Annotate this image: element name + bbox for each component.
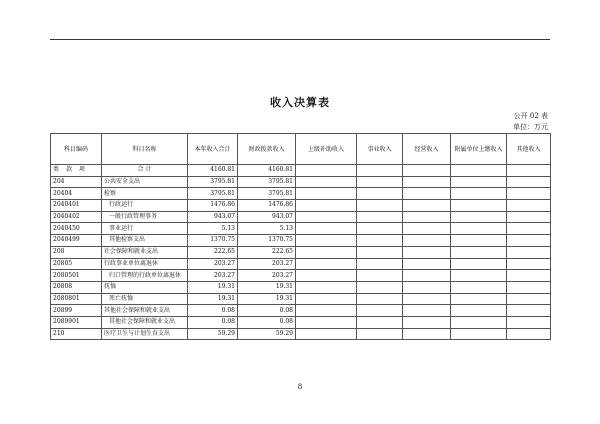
code-cell: 210 <box>51 328 102 340</box>
empty-cell <box>296 270 357 282</box>
empty-cell <box>403 293 451 305</box>
name-cell: 事业运行 <box>102 223 188 235</box>
code-cell: 2040401 <box>51 200 102 212</box>
empty-cell <box>403 281 451 293</box>
empty-cell <box>451 316 507 328</box>
empty-cell <box>296 235 357 247</box>
fiscal-income-cell: 19.31 <box>238 281 296 293</box>
total-income-cell: 203.27 <box>188 258 238 270</box>
fiscal-income-cell: 59.29 <box>238 328 296 340</box>
page-title: 收入决算表 <box>270 96 330 109</box>
income-table <box>50 133 551 340</box>
table-header-row <box>51 134 551 165</box>
empty-cell <box>451 211 507 223</box>
empty-cell <box>507 200 551 212</box>
total-income-cell: 943.07 <box>188 211 238 223</box>
empty-cell <box>403 188 451 200</box>
empty-cell <box>403 246 451 258</box>
empty-cell <box>357 188 403 200</box>
total-income-cell: 5.13 <box>188 223 238 235</box>
total-income-cell: 1370.75 <box>188 235 238 247</box>
col-header-affiliated: 附属单位上缴收入 <box>451 134 507 165</box>
empty-cell <box>507 188 551 200</box>
name-cell: 医疗卫生与计划生育支出 <box>102 328 188 340</box>
empty-cell <box>451 281 507 293</box>
col-header-business: 事业收入 <box>357 134 403 165</box>
table-row <box>51 235 551 247</box>
empty-cell <box>507 270 551 282</box>
col-header-code: 科目编码 <box>51 134 102 165</box>
empty-cell <box>403 235 451 247</box>
total-income-cell: 1476.86 <box>188 200 238 212</box>
total-income-cell: 0.08 <box>188 305 238 317</box>
table-row <box>51 270 551 282</box>
code-cell: 208 <box>51 246 102 258</box>
empty-cell <box>507 305 551 317</box>
empty-cell <box>451 246 507 258</box>
fiscal-income-cell: 203.27 <box>238 258 296 270</box>
empty-cell <box>296 188 357 200</box>
empty-cell <box>507 281 551 293</box>
empty-cell <box>451 293 507 305</box>
empty-cell <box>451 235 507 247</box>
empty-cell <box>357 165 403 177</box>
empty-cell <box>403 211 451 223</box>
code-cell: 2040499 <box>51 235 102 247</box>
table-row <box>51 188 551 200</box>
empty-cell <box>507 258 551 270</box>
total-income-cell: 222.65 <box>188 246 238 258</box>
code-cell: 2080501 <box>51 270 102 282</box>
empty-cell <box>507 235 551 247</box>
code-cell: 204 <box>51 176 102 188</box>
total-income-cell: 203.27 <box>188 270 238 282</box>
empty-cell <box>451 305 507 317</box>
empty-cell <box>357 200 403 212</box>
name-cell: 抚恤 <box>102 281 188 293</box>
empty-cell <box>357 316 403 328</box>
fiscal-income-cell: 0.08 <box>238 316 296 328</box>
empty-cell <box>451 328 507 340</box>
fiscal-income-cell: 3795.81 <box>238 188 296 200</box>
table-row <box>51 176 551 188</box>
fiscal-income-cell: 203.27 <box>238 270 296 282</box>
form-number: 公开 02 表 <box>513 112 548 120</box>
empty-cell <box>507 293 551 305</box>
empty-cell <box>296 328 357 340</box>
empty-cell <box>357 258 403 270</box>
empty-cell <box>451 176 507 188</box>
empty-cell <box>403 165 451 177</box>
fiscal-income-cell: 19.31 <box>238 293 296 305</box>
fiscal-income-cell: 0.08 <box>238 305 296 317</box>
code-cell: 20899 <box>51 305 102 317</box>
name-cell: 一般行政管理事务 <box>102 211 188 223</box>
code-cell: 20808 <box>51 281 102 293</box>
empty-cell <box>507 246 551 258</box>
code-cell: 2040402 <box>51 211 102 223</box>
empty-cell <box>357 246 403 258</box>
empty-cell <box>296 223 357 235</box>
code-cell: 2040450 <box>51 223 102 235</box>
empty-cell <box>507 176 551 188</box>
col-header-operating: 经营收入 <box>403 134 451 165</box>
empty-cell <box>451 200 507 212</box>
empty-cell <box>357 211 403 223</box>
empty-cell <box>357 223 403 235</box>
lei-kuan-xiang-cell <box>51 165 102 177</box>
name-cell: 其他社会保障和就业支出 <box>102 305 188 317</box>
empty-cell <box>357 305 403 317</box>
table-row <box>51 223 551 235</box>
name-cell: 行政运行 <box>102 200 188 212</box>
empty-cell <box>296 305 357 317</box>
table-row <box>51 200 551 212</box>
col-header-superior: 上级补助收入 <box>296 134 357 165</box>
name-cell: 行政事业单位离退休 <box>102 258 188 270</box>
empty-cell <box>507 223 551 235</box>
name-cell: 社会保障和就业支出 <box>102 246 188 258</box>
table-row <box>51 258 551 270</box>
fiscal-income-cell: 222.65 <box>238 246 296 258</box>
name-cell: 公共安全支出 <box>102 176 188 188</box>
table-row <box>51 305 551 317</box>
table-row <box>51 293 551 305</box>
empty-cell <box>296 281 357 293</box>
name-cell: 归口管理的行政单位离退休 <box>102 270 188 282</box>
empty-cell <box>357 293 403 305</box>
empty-cell <box>403 258 451 270</box>
total-label: 合 计 <box>102 165 188 177</box>
col-header-name: 科目名称 <box>102 134 188 165</box>
empty-cell <box>296 293 357 305</box>
total-fiscal-value: 4160.81 <box>238 165 296 177</box>
table-row <box>51 246 551 258</box>
empty-cell <box>507 328 551 340</box>
name-cell: 死亡抚恤 <box>102 293 188 305</box>
empty-cell <box>403 305 451 317</box>
page-number: 8 <box>297 383 303 391</box>
empty-cell <box>403 223 451 235</box>
empty-cell <box>296 316 357 328</box>
header-rule <box>50 39 550 40</box>
fiscal-income-cell: 943.07 <box>238 211 296 223</box>
fiscal-income-cell: 1476.86 <box>238 200 296 212</box>
table-row <box>51 316 551 328</box>
code-cell: 2080801 <box>51 293 102 305</box>
empty-cell <box>403 328 451 340</box>
total-income-cell: 19.31 <box>188 281 238 293</box>
total-income-cell: 59.29 <box>188 328 238 340</box>
kuan-label: 款 <box>65 166 72 174</box>
name-cell: 其他检察支出 <box>102 235 188 247</box>
empty-cell <box>507 165 551 177</box>
fiscal-income-cell: 5.13 <box>238 223 296 235</box>
empty-cell <box>451 270 507 282</box>
code-cell: 2089901 <box>51 316 102 328</box>
code-cell: 20805 <box>51 258 102 270</box>
table-row <box>51 211 551 223</box>
empty-cell <box>403 270 451 282</box>
name-cell: 其他社会保障和就业支出 <box>102 316 188 328</box>
table-row <box>51 281 551 293</box>
subtotal-row <box>51 165 551 177</box>
table-row <box>51 328 551 340</box>
empty-cell <box>451 223 507 235</box>
empty-cell <box>296 258 357 270</box>
empty-cell <box>357 328 403 340</box>
fiscal-income-cell: 3795.81 <box>238 176 296 188</box>
xiang-label: 项 <box>78 166 85 174</box>
empty-cell <box>451 258 507 270</box>
empty-cell <box>403 200 451 212</box>
empty-cell <box>451 188 507 200</box>
empty-cell <box>296 200 357 212</box>
empty-cell <box>357 176 403 188</box>
total-income-value: 4160.81 <box>188 165 238 177</box>
empty-cell <box>296 176 357 188</box>
empty-cell <box>296 211 357 223</box>
total-income-cell: 0.08 <box>188 316 238 328</box>
col-header-total: 本年收入合计 <box>188 134 238 165</box>
empty-cell <box>451 165 507 177</box>
empty-cell <box>507 211 551 223</box>
empty-cell <box>403 316 451 328</box>
empty-cell <box>357 235 403 247</box>
code-cell: 20404 <box>51 188 102 200</box>
col-header-other: 其他收入 <box>507 134 551 165</box>
col-header-fiscal: 财政拨款收入 <box>238 134 296 165</box>
unit-label: 单位：万元 <box>513 123 548 131</box>
total-income-cell: 3795.81 <box>188 188 238 200</box>
empty-cell <box>403 176 451 188</box>
lei-label: 类 <box>53 166 60 174</box>
empty-cell <box>507 316 551 328</box>
empty-cell <box>357 281 403 293</box>
empty-cell <box>357 270 403 282</box>
name-cell: 检察 <box>102 188 188 200</box>
fiscal-income-cell: 1370.75 <box>238 235 296 247</box>
empty-cell <box>296 165 357 177</box>
total-income-cell: 19.31 <box>188 293 238 305</box>
empty-cell <box>296 246 357 258</box>
total-income-cell: 3795.81 <box>188 176 238 188</box>
